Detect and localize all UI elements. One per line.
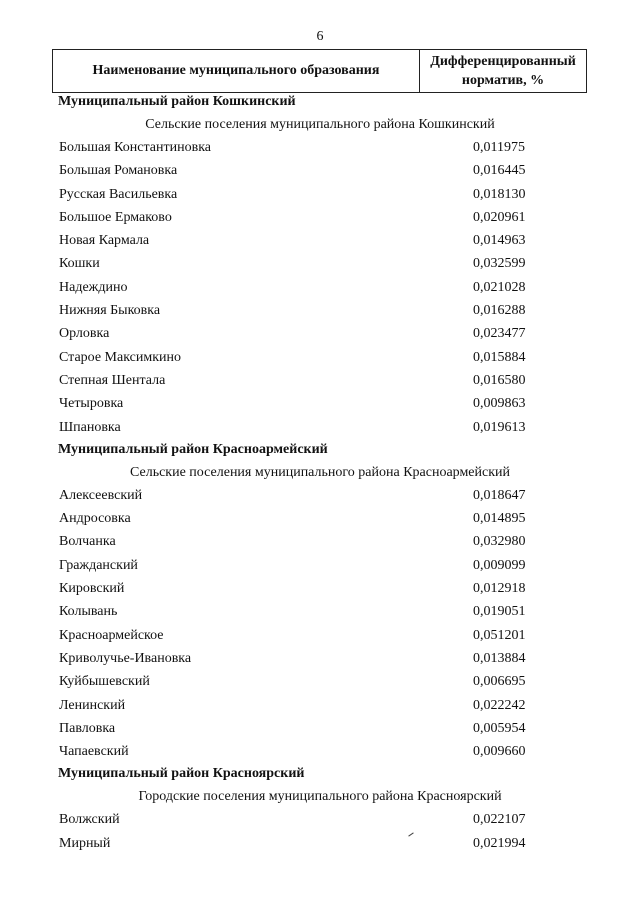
table-row xyxy=(0,671,640,694)
norm-value: 0,051201 xyxy=(473,627,526,643)
settlement-name: Старое Максимкино xyxy=(59,349,182,365)
settlement-name: Волчанка xyxy=(59,534,116,550)
settlement-name: Волжский xyxy=(59,812,120,828)
page-number: 6 xyxy=(316,29,324,44)
norm-value: 0,005954 xyxy=(473,720,526,736)
settlement-name: Андросовка xyxy=(59,511,131,527)
norm-value: 0,018647 xyxy=(473,487,526,503)
settlement-type-heading xyxy=(0,113,640,137)
settlement-type-label: Сельские поселения муниципального района Красноармейский xyxy=(129,464,511,480)
settlement-name: Четыровка xyxy=(59,396,124,412)
table-row xyxy=(0,833,640,856)
table-row xyxy=(0,741,640,764)
norm-value: 0,015884 xyxy=(473,349,526,365)
norm-value: 0,021028 xyxy=(473,279,526,295)
table-row xyxy=(0,695,640,718)
settlement-name: Криволучье-Ивановка xyxy=(59,650,192,666)
header-norm-line1: Дифференцированный xyxy=(430,54,576,69)
norm-value: 0,014963 xyxy=(473,233,526,249)
norm-value: 0,023477 xyxy=(473,326,526,342)
settlement-type-label: Городские поселения муниципального района Красноярский xyxy=(138,789,502,805)
settlement-name: Новая Кармала xyxy=(59,233,150,249)
table-body xyxy=(0,92,640,856)
table-row xyxy=(0,207,640,230)
settlement-name: Кошки xyxy=(59,256,100,272)
norm-value: 0,022242 xyxy=(473,697,526,713)
table-row xyxy=(0,347,640,370)
norm-value: 0,019613 xyxy=(473,419,526,435)
settlement-name: Большое Ермаково xyxy=(59,209,172,225)
norm-value: 0,012918 xyxy=(473,581,526,597)
table-row xyxy=(0,578,640,601)
norm-value: 0,009863 xyxy=(473,396,526,412)
district-name: Муниципальный район Кошкинский xyxy=(58,94,296,109)
settlement-type-label: Сельские поселения муниципального района Кошкинский xyxy=(145,117,495,132)
table-row xyxy=(0,625,640,648)
settlement-name: Русская Васильевка xyxy=(59,186,178,202)
table-row xyxy=(0,809,640,832)
norm-value: 0,016580 xyxy=(473,372,526,388)
settlement-name: Алексеевский xyxy=(59,487,143,503)
norm-value: 0,016445 xyxy=(473,163,526,179)
norm-value: 0,016288 xyxy=(473,303,526,319)
district-name: Муниципальный район Красноармейский xyxy=(58,441,328,457)
settlement-name: Павловка xyxy=(59,720,116,736)
table-header xyxy=(52,49,587,93)
norm-value: 0,032980 xyxy=(473,534,526,550)
table-row xyxy=(0,485,640,508)
settlement-name: Кировский xyxy=(59,581,125,597)
settlement-type-heading xyxy=(0,461,640,485)
norm-value: 0,018130 xyxy=(473,186,526,202)
settlement-name: Шпановка xyxy=(59,419,121,435)
district-heading xyxy=(0,92,640,113)
table-row xyxy=(0,718,640,741)
table-row xyxy=(0,277,640,300)
norm-value: 0,020961 xyxy=(473,209,526,225)
table-row xyxy=(0,648,640,671)
header-norm-column xyxy=(420,50,586,92)
table-row xyxy=(0,230,640,253)
settlement-name: Ленинский xyxy=(59,697,126,713)
header-name-column: Наименование муниципального образования xyxy=(53,50,420,92)
table-row xyxy=(0,417,640,440)
settlement-name: Большая Константиновка xyxy=(59,140,212,155)
table-row xyxy=(0,531,640,554)
table-row xyxy=(0,393,640,416)
norm-value: 0,006695 xyxy=(473,674,526,690)
norm-value: 0,032599 xyxy=(473,256,526,272)
table-row xyxy=(0,300,640,323)
settlement-name: Гражданский xyxy=(59,557,138,573)
district-heading xyxy=(0,764,640,785)
norm-value: 0,009660 xyxy=(473,744,526,760)
settlement-name: Красноармейское xyxy=(59,627,164,643)
settlement-name: Чапаевский xyxy=(59,744,129,760)
table-row xyxy=(0,370,640,393)
table-row xyxy=(0,160,640,183)
table-row xyxy=(0,184,640,207)
settlement-name: Большая Романовка xyxy=(59,163,178,179)
table-row xyxy=(0,323,640,346)
norm-value: 0,014895 xyxy=(473,511,526,527)
settlement-name: Нижняя Быковка xyxy=(59,303,161,319)
norm-value: 0,013884 xyxy=(473,650,526,666)
settlement-name: Колывань xyxy=(59,604,118,620)
settlement-name: Орловка xyxy=(59,326,110,342)
norm-value: 0,011975 xyxy=(473,140,525,155)
norm-value: 0,021994 xyxy=(473,835,526,851)
table-row xyxy=(0,601,640,624)
settlement-type-heading xyxy=(0,785,640,809)
settlement-name: Мирный xyxy=(59,835,111,851)
settlement-name: Степная Шентала xyxy=(59,372,166,388)
norm-value: 0,022107 xyxy=(473,812,526,828)
settlement-name: Надеждино xyxy=(59,279,128,295)
norm-value: 0,019051 xyxy=(473,604,526,620)
norm-value: 0,009099 xyxy=(473,557,526,573)
table-row xyxy=(0,253,640,276)
district-heading xyxy=(0,440,640,461)
table-row xyxy=(0,137,640,160)
district-name: Муниципальный район Красноярский xyxy=(58,766,305,782)
settlement-name: Куйбышевский xyxy=(59,674,150,690)
table-row xyxy=(0,508,640,531)
table-row xyxy=(0,555,640,578)
header-norm-line2: норматив, % xyxy=(461,73,545,88)
